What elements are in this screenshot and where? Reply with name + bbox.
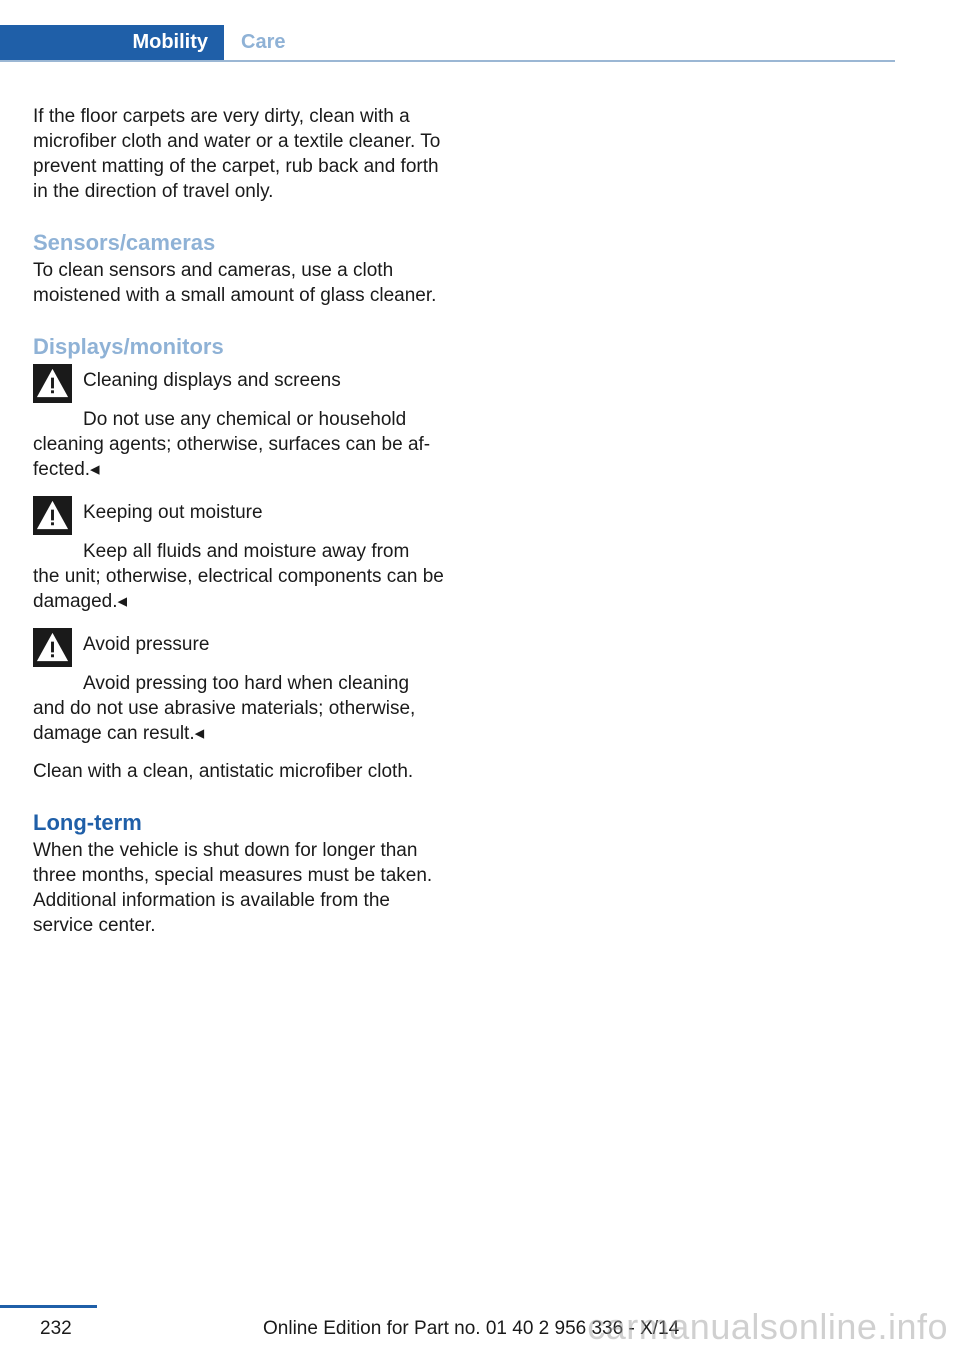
footer-divider [0, 1305, 97, 1308]
warning-body: and do not use abrasive materials; otherwise, damage can result.◂ [33, 698, 416, 744]
warning-body-lead: Keep all fluids and moisture away from [83, 541, 410, 562]
sensors-paragraph: To clean sensors and cameras, use a cloth moistened with a small amount of glass cleaner. [33, 260, 437, 306]
warning-triangle-icon [33, 496, 72, 535]
warning-triangle-icon [33, 364, 72, 403]
warning-title: Cleaning displays and screens [83, 370, 341, 391]
warning-body-lead: Avoid pressing too hard when cleaning [83, 673, 410, 694]
warning-body: cleaning agents; otherwise, surfaces can be af‐fected.◂ [33, 434, 431, 480]
warning-title: Keeping out moisture [83, 502, 263, 523]
longterm-heading: Long-term [33, 810, 142, 835]
tab-care[interactable]: Care [241, 31, 286, 53]
longterm-paragraph: When the vehicle is shut down for longer than three months, special measures must be taken. Additional information is available from the service center. [33, 840, 433, 936]
warning-body-lead: Do not use any chemical or household [83, 409, 407, 430]
warning-title: Avoid pressure [83, 634, 210, 655]
displays-heading: Displays/monitors [33, 334, 224, 359]
warning-avoid-pressure [33, 632, 447, 746]
tab-mobility[interactable]: Mobility [0, 25, 224, 60]
warning-triangle-icon [33, 628, 72, 667]
sensors-heading: Sensors/cameras [33, 230, 216, 255]
warning-body: the unit; otherwise, electrical components can be damaged.◂ [33, 566, 444, 612]
page-header [0, 25, 895, 62]
warning-keeping-out-moisture [33, 500, 447, 614]
displays-closing-paragraph: Clean with a clean, antistatic microfiber cloth. [33, 761, 414, 782]
page-number: 232 [40, 1318, 72, 1339]
intro-paragraph: If the floor carpets are very dirty, clean with a microfiber cloth and water or a textile cleaner. To prevent matting of the carpet, rub back and forth in the direction of travel only. [33, 106, 441, 202]
warning-cleaning-displays [33, 368, 447, 482]
edition-text: Online Edition for Part no. 01 40 2 956 336 - X/14 [263, 1318, 680, 1339]
header-divider [0, 60, 895, 62]
main-content [33, 104, 447, 962]
watermark: carmanualsonline.info [587, 1306, 948, 1347]
